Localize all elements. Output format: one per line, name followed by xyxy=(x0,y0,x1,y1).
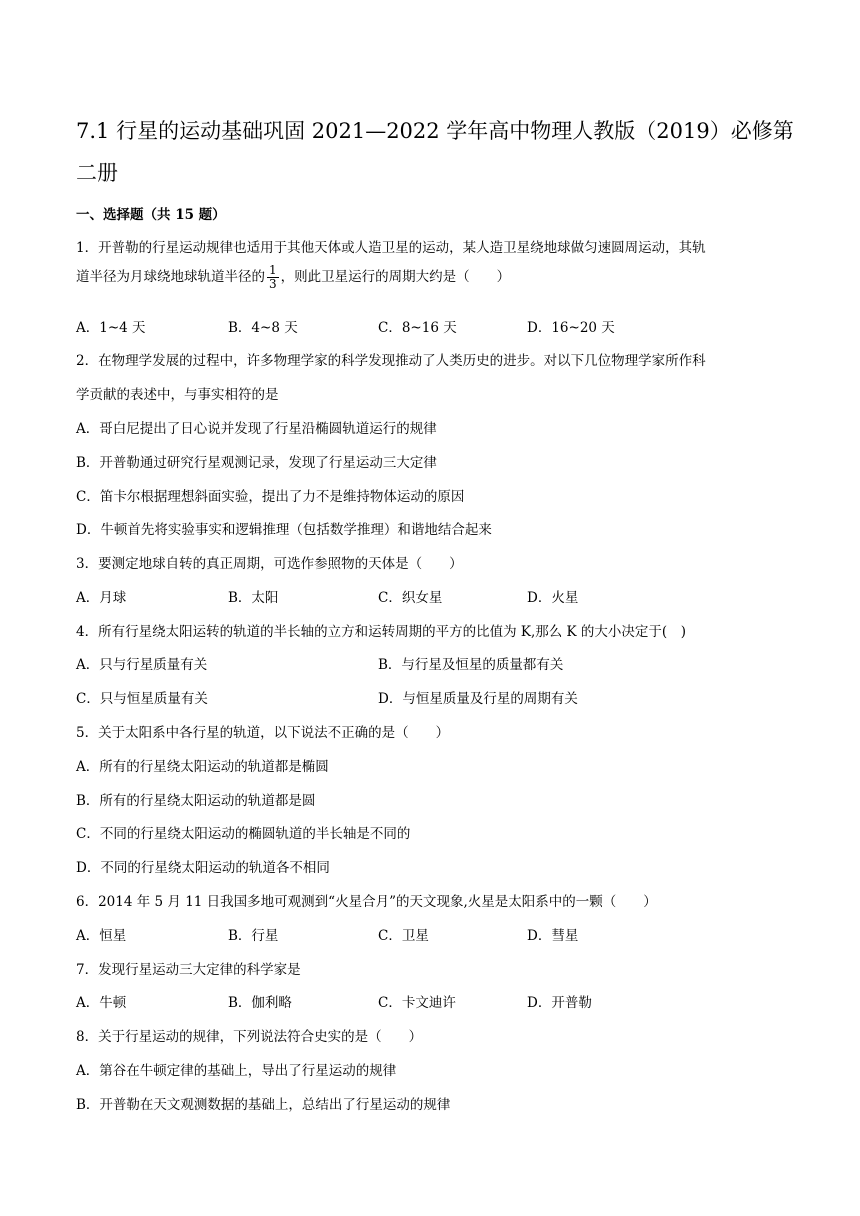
question-1-option-d: D．16~20 天 xyxy=(527,320,615,336)
question-5-option-c: C．不同的行星绕太阳运动的椭圆轨道的半长轴是不同的 xyxy=(76,826,411,842)
question-6-option-c: C．卫星 xyxy=(378,928,429,944)
question-7-option-a: A．牛顿 xyxy=(76,995,127,1011)
question-8-text: 8．关于行星运动的规律，下列说法符合史实的是（ ） xyxy=(76,1029,423,1045)
question-2-option-c: C．笛卡尔根据理想斜面实验，提出了力不是维持物体运动的原因 xyxy=(76,489,465,505)
question-7-option-c: C．卡文迪许 xyxy=(378,995,456,1011)
document-title: 7.1 行星的运动基础巩固 2021—2022 学年高中物理人教版（2019）必修第二册 xyxy=(76,119,794,185)
question-4-text: 4．所有行星绕太阳运转的轨道的半长轴的立方和运转周期的平方的比值为 K,那么 K 的大小决定于( ) xyxy=(76,624,686,640)
question-5-option-b: B．所有的行星绕太阳运动的轨道都是圆 xyxy=(76,793,316,809)
question-4-option-b: B．与行星及恒星的质量都有关 xyxy=(378,657,564,673)
question-3-option-b: B．太阳 xyxy=(228,590,279,606)
question-1-text-post: ，则此卫星运行的周期大约是（ ） xyxy=(280,269,511,285)
question-6-option-b: B．行星 xyxy=(228,928,279,944)
question-6-text: 6．2014 年 5 月 11 日我国多地可观测到“火星合月”的天文现象,火星是太阳系中的一颗（ ） xyxy=(76,894,657,910)
question-5-option-d: D．不同的行星绕太阳运动的轨道各不相同 xyxy=(76,860,330,876)
question-3-option-d: D．火星 xyxy=(527,590,579,606)
question-3-text: 3．要测定地球自转的真正周期，可选作参照物的天体是（ ） xyxy=(76,556,463,572)
question-8-option-b: B．开普勒在天文观测数据的基础上，总结出了行星运动的规律 xyxy=(76,1097,451,1113)
question-4-option-d: D．与恒星质量及行星的周期有关 xyxy=(378,691,578,707)
question-4-option-a: A．只与行星质量有关 xyxy=(76,657,208,673)
question-2-line-2: 学贡献的表述中，与事实相符的是 xyxy=(76,387,279,403)
question-4-option-c: C．只与恒星质量有关 xyxy=(76,691,208,707)
section-heading: 一、选择题（共 15 题） xyxy=(76,207,226,223)
question-8-option-a: A．第谷在牛顿定律的基础上，导出了行星运动的规律 xyxy=(76,1063,397,1079)
question-3-option-a: A．月球 xyxy=(76,590,127,606)
question-1-option-a: A．1~4 天 xyxy=(76,320,146,336)
question-6-option-d: D．彗星 xyxy=(527,928,579,944)
fraction-numerator: 1 xyxy=(269,263,277,277)
question-3-option-c: C．织女星 xyxy=(378,590,443,606)
question-7-option-b: B．伽利略 xyxy=(228,995,292,1011)
question-5-text: 5．关于太阳系中各行星的轨道，以下说法不正确的是（ ） xyxy=(76,725,450,741)
question-2-option-a: A．哥白尼提出了日心说并发现了行星沿椭圆轨道运行的规律 xyxy=(76,421,437,437)
question-6-option-a: A．恒星 xyxy=(76,928,127,944)
question-1-line-1: 1．开普勒的行星运动规律也适用于其他天体或人造卫星的运动，某人造卫星绕地球做匀速圆周运动，其轨 xyxy=(76,240,706,256)
question-7-text: 7．发现行星运动三大定律的科学家是 xyxy=(76,962,301,978)
fraction-denominator: 3 xyxy=(269,277,277,291)
question-1-option-b: B．4~8 天 xyxy=(228,320,298,336)
question-5-option-a: A．所有的行星绕太阳运动的轨道都是椭圆 xyxy=(76,759,329,775)
question-2-line-1: 2．在物理学发展的过程中，许多物理学家的科学发现推动了人类历史的进步。对以下几位物理学家所作科 xyxy=(76,353,706,369)
question-1-option-c: C．8~16 天 xyxy=(378,320,457,336)
fraction-one-third xyxy=(267,264,279,291)
question-1-line-2 xyxy=(76,264,510,291)
question-7-option-d: D．开普勒 xyxy=(527,995,592,1011)
question-2-option-d: D．牛顿首先将实验事实和逻辑推理（包括数学推理）和谐地结合起来 xyxy=(76,522,492,538)
question-2-option-b: B．开普勒通过研究行星观测记录，发现了行星运动三大定律 xyxy=(76,455,437,471)
question-1-text-pre: 道半径为月球绕地球轨道半径的 xyxy=(76,269,265,285)
